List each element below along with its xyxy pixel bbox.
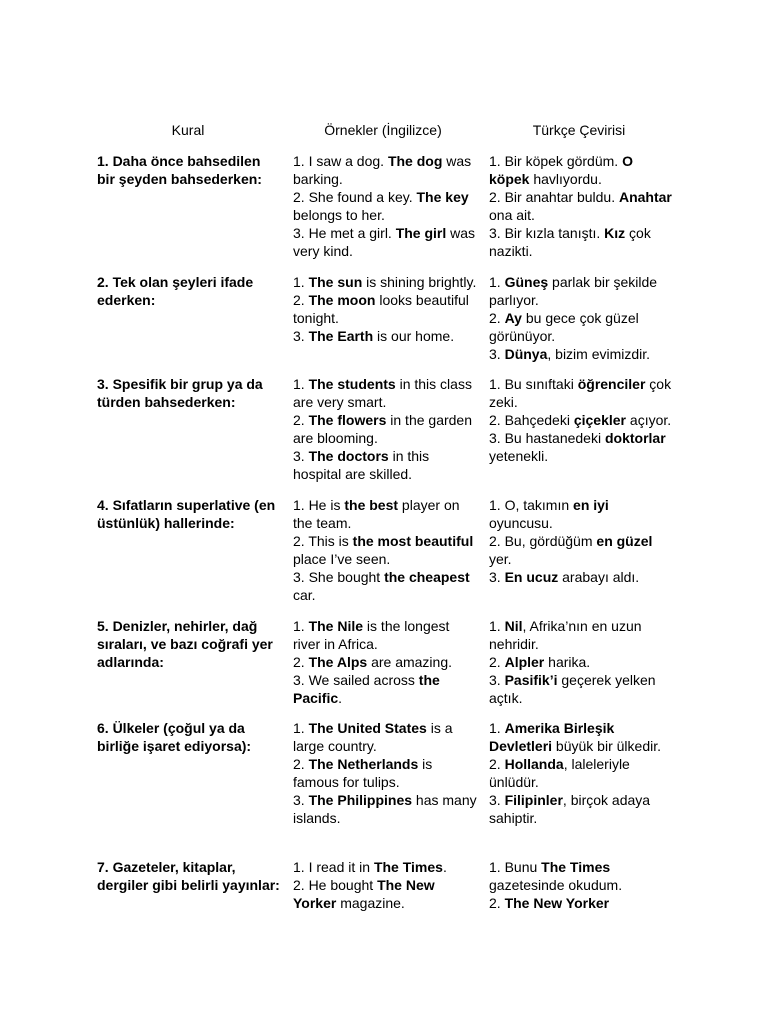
text-segment: 1. [293,720,309,736]
text-segment: 3. [489,346,505,362]
english-example-line [293,188,479,224]
english-example-line [293,291,479,327]
text-segment: 2. This is [293,533,353,549]
emphasized-phrase: The moon [308,292,376,308]
text-segment: yer. [489,551,512,567]
english-example-line [293,755,479,791]
turkish-translation-line [489,224,675,260]
turkish-translation-line [489,429,675,465]
emphasized-phrase: the cheapest [384,569,470,585]
text-segment: place I’ve seen. [293,551,391,567]
emphasized-phrase: The Alps [308,654,368,670]
english-examples-cell [293,858,479,912]
text-segment: gazetesinde okudum. [489,877,623,893]
emphasized-phrase: doktorlar [604,430,666,446]
text-segment: oyuncusu. [489,515,553,531]
text-segment: is our home. [373,328,455,344]
text-segment: 1. [489,274,505,290]
text-segment: was barking. [293,153,472,187]
turkish-translation-line [489,273,675,309]
turkish-translation-cell [489,719,675,827]
emphasized-phrase: Alpler [504,654,545,670]
text-segment: 3. He met a girl. [293,225,396,241]
turkish-translation-line [489,152,675,188]
text-segment: is the longest river in Africa. [293,618,450,652]
text-segment: in this hospital are skilled. [293,448,430,482]
english-example-line [293,327,479,345]
emphasized-phrase: en iyi [573,497,609,513]
english-example-line [293,876,479,912]
text-segment: has many islands. [293,792,477,826]
text-segment: 2. Bir anahtar buldu. [489,189,619,205]
turkish-translation-cell [489,375,675,465]
english-example-line [293,224,479,260]
text-segment: , bizim evimizdir. [547,346,651,362]
emphasized-phrase: The Earth [308,328,374,344]
text-segment: 1. [293,376,309,392]
rule-cell: 2. Tek olan şeyleri ifade ederken: [97,274,254,308]
header-english-examples: Örnekler (İngilizce) [324,122,442,138]
text-segment: arabayı aldı. [558,569,640,585]
english-examples-cell [293,152,479,260]
text-segment: 2. Bu, gördüğüm [489,533,597,549]
emphasized-phrase: The Nile [308,618,364,634]
emphasized-phrase: The students [308,376,396,392]
emphasized-phrase: Pasifik’i [504,672,558,688]
text-segment: 2. He bought [293,877,378,893]
text-segment: yetenekli. [489,448,549,464]
emphasized-phrase: The Times [541,859,611,875]
turkish-translation-line [489,755,675,791]
emphasized-phrase: the Pacific [293,672,440,706]
text-segment: 1. Bu sınıftaki [489,376,578,392]
emphasized-phrase: The key [416,189,469,205]
text-segment: in the garden are blooming. [293,412,472,446]
text-segment: 2. [293,412,309,428]
text-segment: car. [293,587,316,603]
text-segment: 3. Bir kızla tanıştı. [489,225,605,241]
header-turkish-translation: Türkçe Çevirisi [532,122,626,138]
text-segment: 3. [293,792,309,808]
turkish-translation-line [489,532,675,568]
turkish-translation-cell [489,496,675,586]
emphasized-phrase: Nil [504,618,523,634]
text-segment: . [442,859,447,875]
text-segment: 1. Bir köpek gördüm. [489,153,623,169]
text-segment: 3. [489,792,505,808]
emphasized-phrase: the most beautiful [352,533,474,549]
emphasized-phrase: The Times [373,859,443,875]
text-segment: 3. [489,672,505,688]
emphasized-phrase: Amerika Birleşik Devletleri [489,720,615,754]
emphasized-phrase: öğrenciler [577,376,646,392]
text-segment: , birçok adaya sahiptir. [489,792,651,826]
text-segment: ona ait. [489,207,535,223]
text-segment: . [338,690,343,706]
text-segment: looks beautiful tonight. [293,292,469,326]
rule-cell: 5. Denizler, nehirler, dağ sıraları, ve bazı coğrafi yer adlarında: [97,618,273,670]
header-rule: Kural [171,122,205,138]
emphasized-phrase: O köpek [489,153,633,187]
turkish-translation-cell [489,152,675,260]
emphasized-phrase: çiçekler [573,412,627,428]
turkish-translation-line [489,671,675,707]
emphasized-phrase: Ay [504,310,522,326]
turkish-translation-line [489,653,675,671]
emphasized-phrase: Hollanda [504,756,564,772]
text-segment: 2. [293,654,309,670]
text-segment: 3. [293,328,309,344]
english-example-line [293,532,479,568]
turkish-translation-line [489,894,675,912]
text-segment: harika. [544,654,591,670]
turkish-translation-line [489,345,675,363]
text-segment: büyük bir ülkedir. [552,738,661,754]
text-segment: 2. She found a key. [293,189,417,205]
text-segment: was very kind. [293,225,476,259]
english-examples-cell [293,496,479,604]
rule-cell: 4. Sıfatların superlative (en üstünlük) hallerinde: [97,497,276,531]
turkish-translation-line [489,791,675,827]
emphasized-phrase: The girl [395,225,447,241]
english-example-line [293,653,479,671]
english-examples-cell [293,617,479,707]
english-example-line [293,273,479,291]
text-segment: 2. [489,895,505,911]
english-examples-cell [293,375,479,483]
emphasized-phrase: Kız [604,225,626,241]
turkish-translation-line [489,188,675,224]
text-segment: , Afrika’nın en uzun nehridir. [489,618,642,652]
emphasized-phrase: The dog [387,153,443,169]
english-example-line [293,791,479,827]
emphasized-phrase: The Netherlands [308,756,419,772]
turkish-translation-line [489,858,675,894]
turkish-translation-cell [489,273,675,363]
english-example-line [293,568,479,604]
rule-cell: 7. Gazeteler, kitaplar, dergiler gibi belirli yayınlar: [97,859,280,893]
rule-cell: 6. Ülkeler (çoğul ya da birliğe işaret ediyorsa): [97,720,252,754]
english-examples-cell [293,273,479,345]
english-example-line [293,496,479,532]
text-segment: bu gece çok güzel görünüyor. [489,310,639,344]
rule-cell: 1. Daha önce bahsedilen bir şeyden bahsederken: [97,153,262,187]
text-segment: are amazing. [367,654,453,670]
english-examples-cell [293,719,479,827]
turkish-translation-line [489,617,675,653]
text-segment: 3. [489,569,505,585]
text-segment: parlak bir şekilde parlıyor. [489,274,658,308]
emphasized-phrase: The flowers [308,412,387,428]
text-segment: 2. Bahçedeki [489,412,574,428]
turkish-translation-line [489,496,675,532]
text-segment: 1. I read it in [293,859,374,875]
emphasized-phrase: Güneş [504,274,549,290]
text-segment: 1. He is [293,497,345,513]
emphasized-phrase: The United States [308,720,427,736]
text-segment: 1. [293,618,309,634]
emphasized-phrase: Dünya [504,346,548,362]
turkish-translation-line [489,568,675,586]
text-segment: 1. [293,274,309,290]
text-segment: 3. She bought [293,569,385,585]
turkish-translation-cell [489,858,675,912]
text-segment: is famous for tulips. [293,756,433,790]
turkish-translation-line [489,375,675,411]
text-segment: 2. [489,756,505,772]
turkish-translation-line [489,411,675,429]
text-segment: player on the team. [293,497,460,531]
text-segment: 2. [293,756,309,772]
text-segment: belongs to her. [293,207,385,223]
emphasized-phrase: The sun [308,274,363,290]
english-example-line [293,617,479,653]
turkish-translation-cell [489,617,675,707]
text-segment: 1. O, takımın [489,497,574,513]
emphasized-phrase: Anahtar [618,189,672,205]
text-segment: havlıyordu. [529,171,602,187]
english-example-line [293,152,479,188]
emphasized-phrase: The doctors [308,448,389,464]
text-segment: 2. [489,654,505,670]
emphasized-phrase: en güzel [596,533,653,549]
text-segment: magazine. [336,895,405,911]
emphasized-phrase: The New Yorker [293,877,435,911]
emphasized-phrase: the best [344,497,399,513]
emphasized-phrase: The Philippines [308,792,413,808]
text-segment: 3. Bu hastanedeki [489,430,605,446]
english-example-line [293,719,479,755]
text-segment: , laleleriyle ünlüdür. [489,756,630,790]
emphasized-phrase: Filipinler [504,792,563,808]
text-segment: 2. [293,292,309,308]
text-segment: 1. I saw a dog. [293,153,388,169]
english-example-line [293,375,479,411]
text-segment: 3. [293,448,309,464]
emphasized-phrase: The New Yorker [504,895,610,911]
text-segment: 3. We sailed across [293,672,419,688]
text-segment: 2. [489,310,505,326]
text-segment: is a large country. [293,720,453,754]
english-example-line [293,411,479,447]
text-segment: 1. Bunu [489,859,542,875]
english-example-line [293,671,479,707]
turkish-translation-line [489,309,675,345]
text-segment: is shining brightly. [362,274,477,290]
english-example-line [293,858,479,876]
text-segment: açıyor. [626,412,672,428]
text-segment: in this class are very smart. [293,376,472,410]
text-segment: çok zeki. [489,376,672,410]
text-segment: çok nazikti. [489,225,651,259]
rule-cell: 3. Spesifik bir grup ya da türden bahsederken: [97,376,263,410]
text-segment: geçerek yelken açtık. [489,672,656,706]
emphasized-phrase: En ucuz [504,569,559,585]
text-segment: 1. [489,618,505,634]
text-segment: 1. [489,720,505,736]
turkish-translation-line [489,719,675,755]
english-example-line [293,447,479,483]
